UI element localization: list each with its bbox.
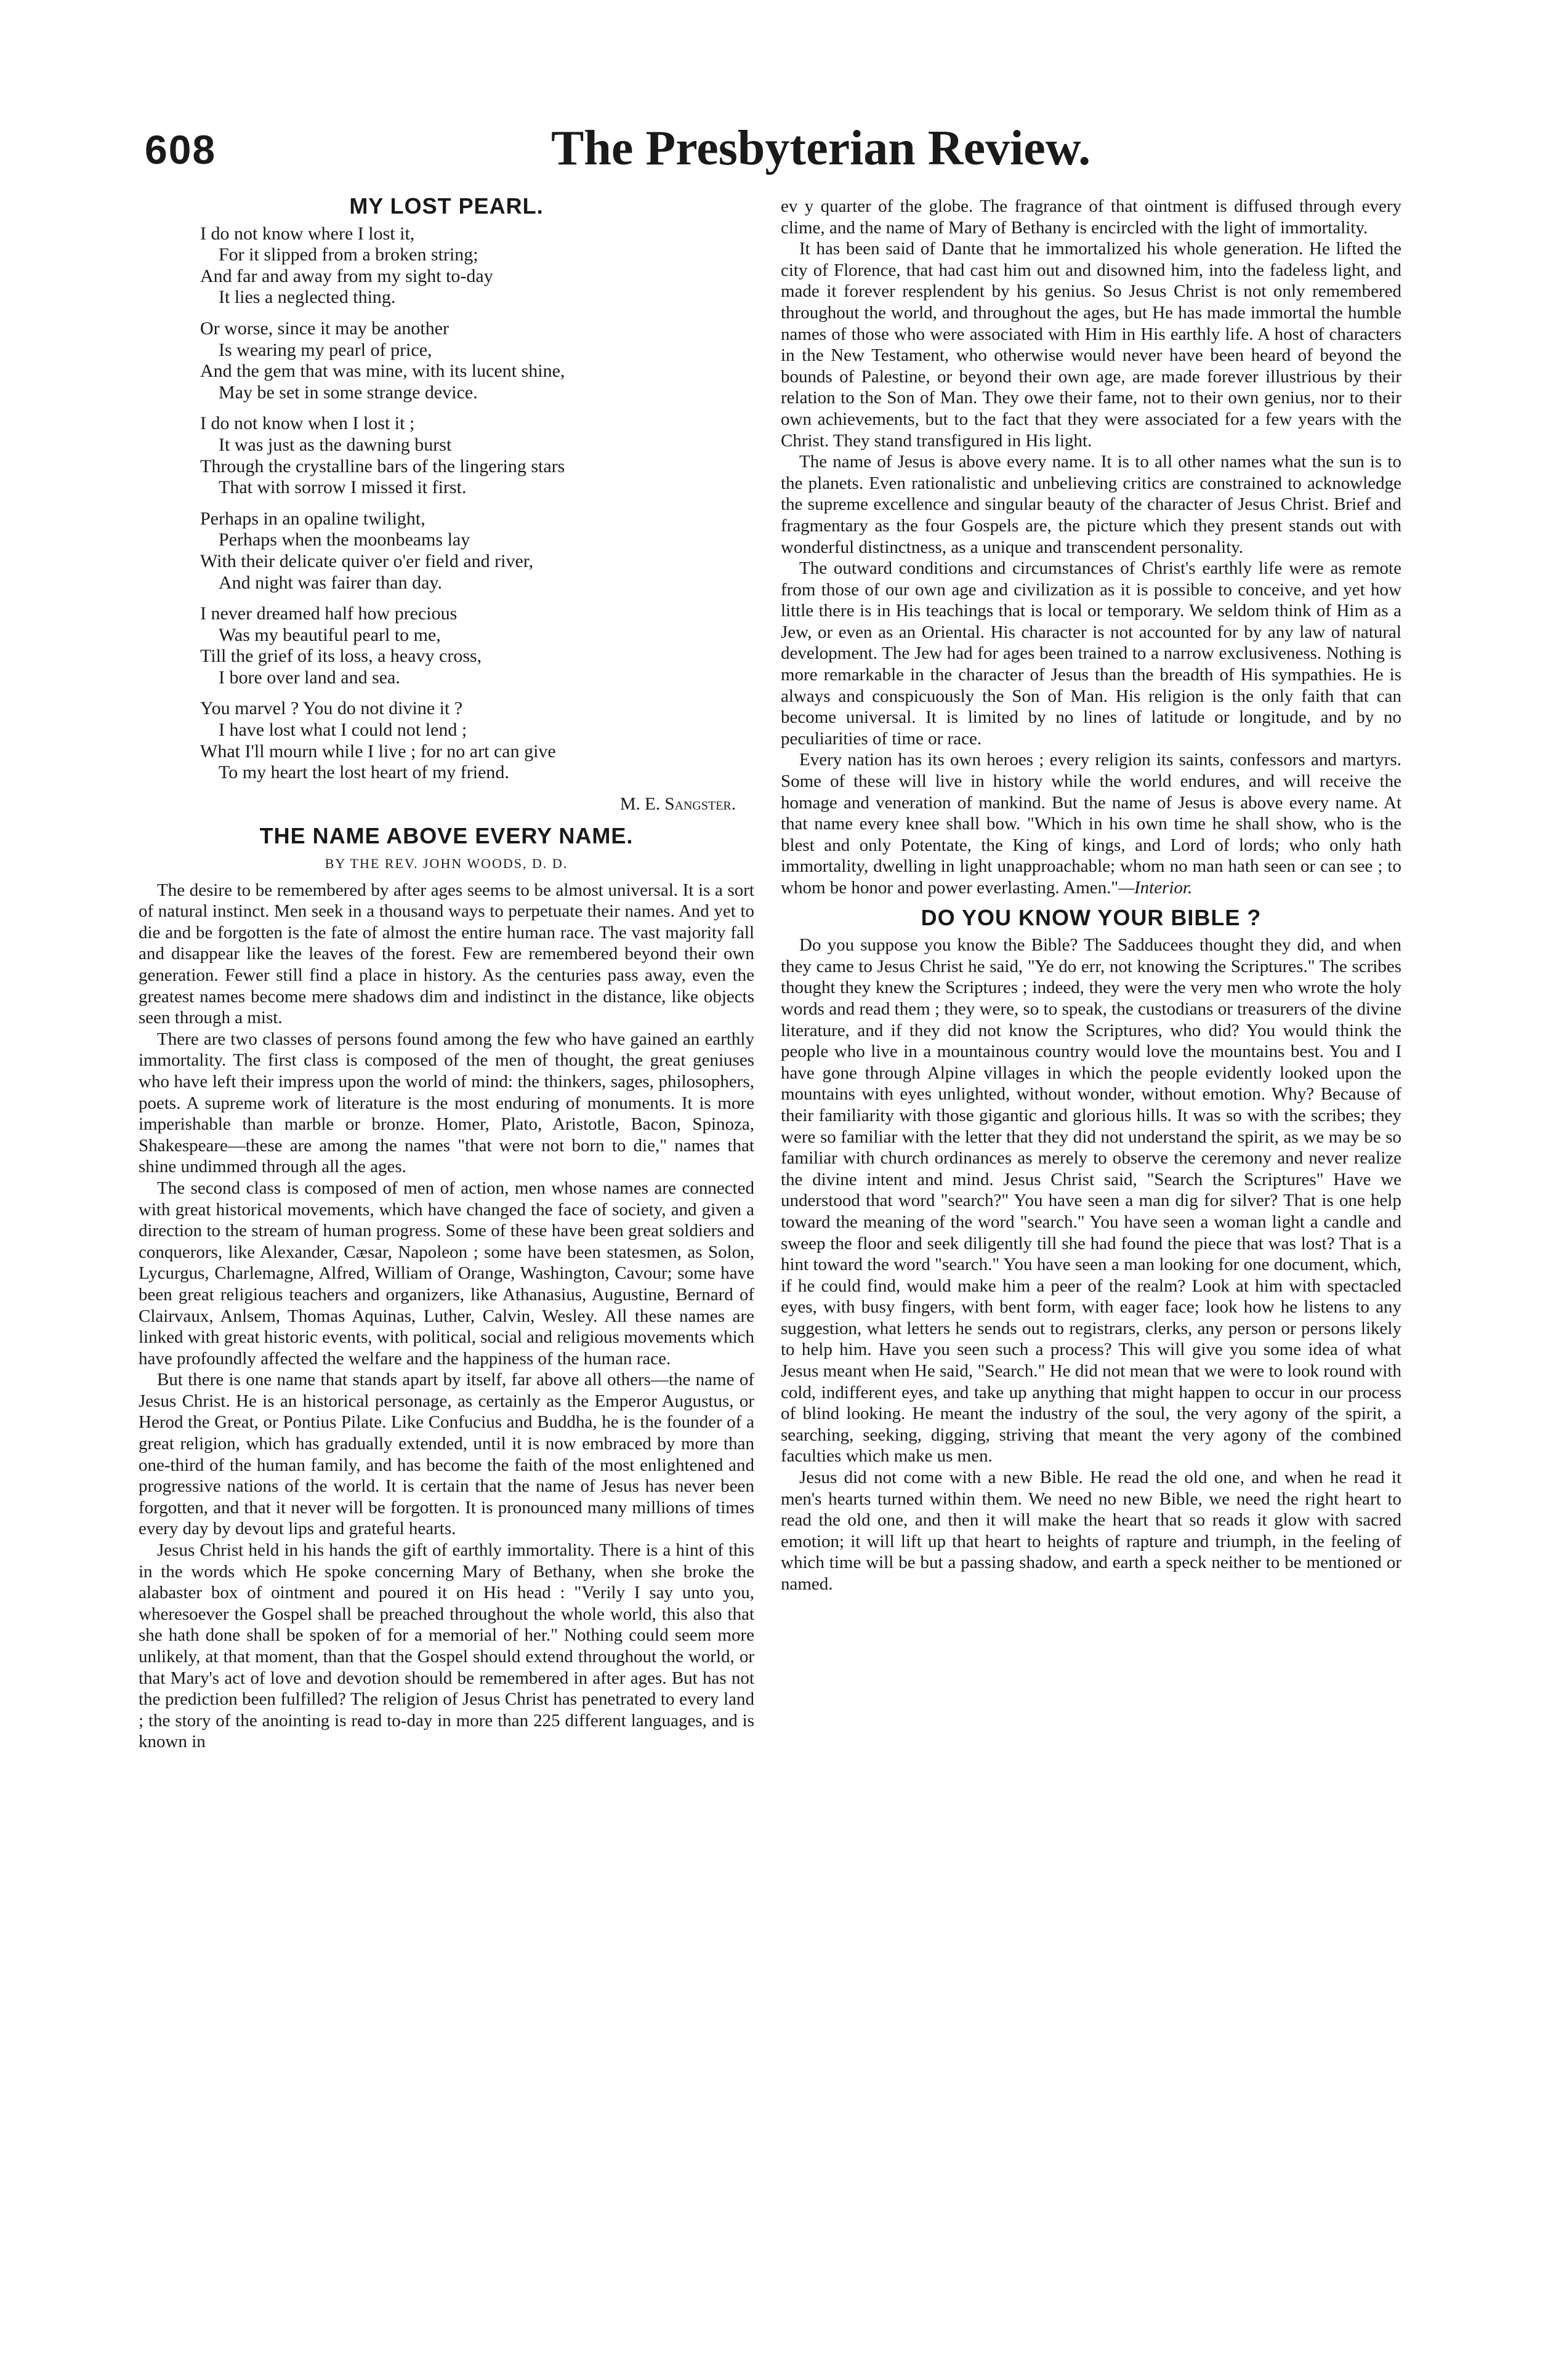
poem-stanza xyxy=(200,318,754,403)
article-paragraph: The outward conditions and circumstances of Christ's earthly life were as remote from those of our own age and civilization as it is possible to conceive, and yet how little there is in His teachings that is local or temporary. We seldom think of Him as a Jew, or even as an Oriental. His character is not accounted for by any law of natural development. The Jew had for ages been trained to a narrow exclusiveness. Nothing is more remarkable in the character of Jesus than the breadth of His sympathies. He is always and conspicuously the Son of Man. His religion is the only faith that can become universal. It is limited by no lines of latitude or longitude, and by no peculiarities of time or race. xyxy=(781,558,1401,749)
poem-line: What I'll mourn while I live ; for no art can give xyxy=(200,741,556,762)
poem-stanza xyxy=(200,698,754,783)
article-paragraph: The second class is composed of men of action, men whose names are connected with great historical movements, which have changed the face of society, and given a direction to the stream of human progress. Some of these have been great soldiers and conquerors, like Alexander, Cæsar, Napoleon ; some have been statesmen, as Solon, Lycurgus, Charlemagne, Alfred, William of Orange, Washington, Cavour; some have been great religious teachers and organizers, like Athanasius, Augustine, Bernard of Clairvaux, Anlsem, Thomas Aquinas, Luther, Calvin, Wesley. All these names are linked with great historic events, with political, social and religious movements which have profoundly affected the welfare and the happiness of the human race. xyxy=(139,1178,754,1369)
poem-line: For it slipped from a broken string; xyxy=(219,244,478,265)
poem-line: Was my beautiful pearl to me, xyxy=(219,624,441,645)
poem-line: With their delicate quiver o'er field and river, xyxy=(200,550,534,571)
poem-signature: M. E. Sangster. xyxy=(619,794,736,814)
poem-line: I do not know where I lost it, xyxy=(200,223,415,244)
poem-line: And night was fairer than day. xyxy=(219,572,442,593)
poem-stanza xyxy=(200,223,754,308)
article-paragraph: There are two classes of persons found among the few who have gained an earthly immortality. The first class is composed of the men of thought, the great geniuses who have left their impress upon the world of mind: the thinkers, sages, philosophers, poets. A supreme work of literature is the most enduring of monuments. It is more imperishable than marble or bronze. Homer, Plato, Aristotle, Bacon, Spinoza, Shakespeare—these are among the names "that were not born to die," names that shine undimmed through all the ages. xyxy=(139,1029,754,1177)
poem-stanza xyxy=(200,603,754,688)
poem-line: I never dreamed half how precious xyxy=(200,603,458,624)
poem-line: Through the crystalline bars of the lingering stars xyxy=(200,456,565,476)
poem-line: To my heart the lost heart of my friend. xyxy=(219,762,509,783)
poem-line: You marvel ? You do not divine it ? xyxy=(200,698,463,719)
poem-line: May be set in some strange device. xyxy=(219,382,478,403)
left-column xyxy=(139,196,754,2332)
poem-line: Is wearing my pearl of price, xyxy=(219,339,432,360)
article-title: DO YOU KNOW YOUR BIBLE ? xyxy=(921,904,1262,930)
article-source: —Interior. xyxy=(1118,878,1193,898)
article-paragraph: The desire to be remembered by after ages seems to be almost universal. It is a sort of natural instinct. Men seek in a thousand ways to perpetuate their names. And yet to die and be forgotten is the fate of almost the entire human race. The vast majority fall and disappear like the leaves of the forest. Few are remembered beyond their own generation. Fewer still find a place in history. As the centuries pass away, even the greatest names become mere shadows dim and indistinct in the distance, like objects seen through a mist. xyxy=(139,880,754,1028)
page-number: 608 xyxy=(145,127,217,172)
poem-stanza xyxy=(200,413,754,498)
poem-line: It was just as the dawning burst xyxy=(219,434,452,455)
poem-line: I do not know when I lost it ; xyxy=(200,413,415,434)
poem-line: That with sorrow I missed it first. xyxy=(219,477,467,498)
poem-line: And far and away from my sight to-day xyxy=(200,265,493,286)
article-paragraph: It has been said of Dante that he immortalized his whole generation. He lifted the city of Florence, that had cast him out and disowned him, into the fadeless light, and made it forever resplendent by his genius. So Jesus Christ is not only remembered throughout the world, and throughout the ages, but He has made immortal the humble names of those who were associated with Him in His earthly life. A host of characters in the New Testament, who otherwise would never have been heard of beyond the bounds of Palestine, or beyond their own age, are made forever illustrious by their relation to the Son of Man. They owe their fame, not to their own genius, nor to their own achievements, but to the fact that they were associated for a few years with the Christ. They stand transfigured in His light. xyxy=(781,239,1401,451)
article-paragraph: Do you suppose you know the Bible? The Sadducees thought they did, and when they came to Jesus Christ he said, "Ye do err, not knowing the Scriptures." The scribes thought they knew the Scriptures ; indeed, they were the very men who wrote the holy words and read them ; they were, so to speak, the custodians or treasurers of the divine literature, and if they did not know the Scriptures, who did? You would think the people who live in a mountainous country would love the mountains best. You and I have gone through Alpine villages in which the people evidently looked upon the mountains with eyes unlighted, without wonder, without emotion. Why? Because of their familiarity with those gigantic and glorious hills. It was so with the scribes; they were so familiar with the letter that they did not understand the spirit, as we may be so familiar with church ordinances as merely to observe the ceremony and never realize the divine intent and mind. Jesus Christ said, "Search the Scriptures" Have we understood that word "search?" You have seen a man dig for silver? That is one help toward the meaning of the word "search." You have seen a woman light a candle and sweep the floor and seek diligently till she had found the piece that was lost? That is a hint toward the word "search." You have seen a man looking for one document, which, if he could find, would make him a peer of the realm? Look at him with spectacled eyes, with busy fingers, with bent form, with eager face; look how he listens to any suggestion, what letters he sends out to registrars, clerks, any person or persons likely to help him. Have you seen such a process? This will give you some idea of what Jesus meant when He said, "Search." He did not mean that we were to look round with cold, indifferent eyes, and take up anything that might happen to occur in our process of blind looking. He meant the industry of the soul, the very agony of the spirit, a searching, seeking, digging, striving that meant the very agony of the combined faculties which make us men. xyxy=(781,935,1401,1466)
article-paragraph: Jesus Christ held in his hands the gift of earthly immortality. There is a hint of this in the words which He spoke concerning Mary of Bethany, when she broke the alabaster box of ointment and poured it on His head : "Verily I say unto you, wheresoever the Gospel shall be preached throughout the whole world, this also that she hath done shall be spoken of for a memorial of her." Nothing could seem more unlikely, at that moment, than that the Gospel should extend throughout the world, or that Mary's act of love and devotion should be remembered in after ages. But has not the prediction been fulfilled? The religion of Jesus Christ has penetrated to every land ; the story of the anointing is read to-day in more than 225 different languages, and is known in xyxy=(139,1540,754,1752)
article-paragraph xyxy=(781,749,1401,898)
poem-line: I have lost what I could not lend ; xyxy=(219,720,467,741)
poem-line: And the gem that was mine, with its lucent shine, xyxy=(200,361,565,382)
poem-line: Till the grief of its loss, a heavy cross, xyxy=(200,646,482,667)
article-paragraph: But there is one name that stands apart by itself, far above all others—the name of Jesus Christ. He is an historical personage, as certainly as the Emperor Augustus, or Herod the Great, or Pontius Pilate. Like Confucius and Buddha, he is the founder of a great religion, which has gradually extended, until it is now embraced by more than one-third of the human family, and has become the faith of the most enlightened and progressive nations of the world. It is certain that the name of Jesus has never been forgotten, and that it never will be forgotten. It is pronounced many millions of times every day by devout lips and grateful hearts. xyxy=(139,1370,754,1539)
article-title: THE NAME ABOVE EVERY NAME. xyxy=(259,823,634,849)
article-continuation: ev y quarter of the globe. The fragrance of that ointment is diffused through every clime, and the name of Mary of Bethany is encircled with the light of immortality. xyxy=(781,196,1401,238)
article-paragraph: Jesus did not come with a new Bible. He read the old one, and when he read it men's hearts turned within them. We need no new Bible, we need the right heart to read the old one, and then it will make the heart that so reads it glow with sacred emotion; it will lift up that heart to heights of rapture and triumph, in the feeling of which time will be but a passing shadow, and earth a speck neither to be mentioned or named. xyxy=(781,1468,1401,1594)
running-head: The Presbyterian Review. xyxy=(551,121,1091,175)
poem-line: It lies a neglected thing. xyxy=(219,287,396,308)
poem-body xyxy=(200,223,754,784)
article-paragraph: The name of Jesus is above every name. It is to all other names what the sun is to the planets. Even rationalistic and unbelieving critics are constrained to acknowledge the supreme excellence and singular beauty of the character of Jesus Christ. Brief and fragmentary as the four Gospels are, the picture which they present stands out with wonderful distinctness, as a unique and transcendent personality. xyxy=(781,452,1401,557)
article-byline: BY THE REV. JOHN WOODS, D. D. xyxy=(325,856,568,872)
article-paragraph-text: Every nation has its own heroes ; every religion its saints, confessors and martyrs. Some of these will live in history while the world endures, and will receive the homage and veneration of mankind. But the name of Jesus is above every name. At that name every knee shall bow. "Which in his own time he shall show, who is the blest and only Potentate, the King of kings, and Lord of lords; who only hath immortality, dwelling in light unapproachable; whom no man hath seen or can see ; to whom be honor and power everlasting. Amen." xyxy=(781,750,1401,898)
poem-line: I bore over land and sea. xyxy=(219,667,400,688)
right-column xyxy=(781,196,1401,2332)
poem-line: Perhaps in an opaline twilight, xyxy=(200,508,425,529)
poem-stanza xyxy=(200,509,754,593)
poem-title: MY LOST PEARL. xyxy=(349,196,544,219)
poem-line: Or worse, since it may be another xyxy=(200,318,449,339)
poem-line: Perhaps when the moonbeams lay xyxy=(219,529,470,550)
